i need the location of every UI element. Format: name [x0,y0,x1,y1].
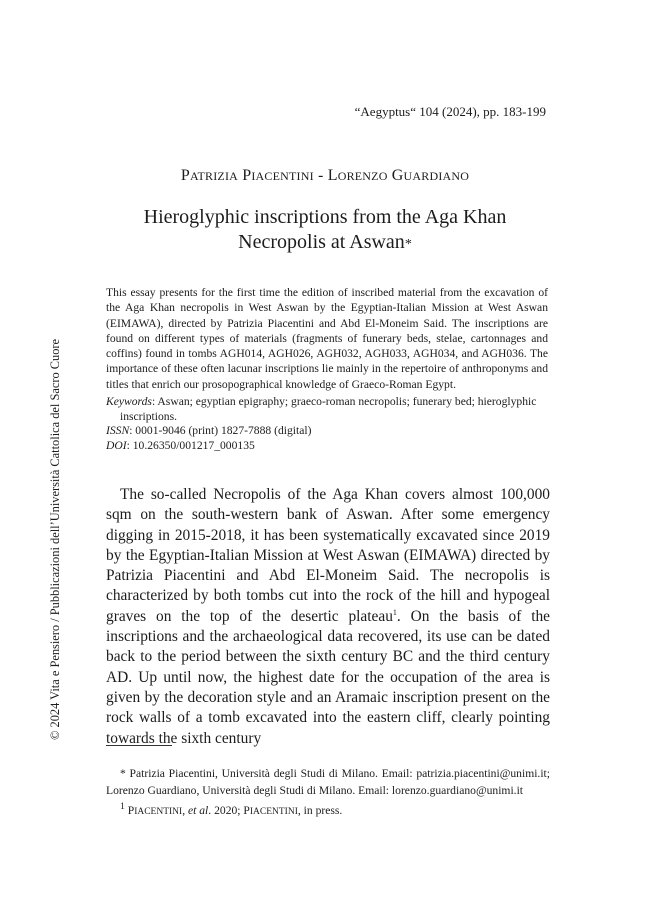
paper-title [120,205,530,257]
keywords-row [106,395,548,410]
footnote-star: * Patrizia Piacentini, Università degli Studi di Milano. Email: patrizia.piacentini@unimi.it; Lorenzo Guardiano, Università degli Studi di Milano. Email: lorenzo.guardiano@unimi.it [106,767,550,797]
fn1-part2: , [182,803,188,817]
author1-first-rest: ATRIZIA [189,169,239,183]
title-line-2-wrap [120,230,530,257]
title-line-1: Hieroglyphic inscriptions from the Aga Khan [143,206,507,228]
fn1-etal: et al [188,803,209,817]
title-footnote-marker: * [404,237,412,252]
abstract: This essay presents for the first time the edition of inscribed material from the excavation of the Aga Khan necropolis in West Aswan by the Egyptian-Italian Mission at West Aswan (EIMAWA), directed by Patrizia Piacentini and Abd El-Moneim Said. The inscriptions are found on different types of materials (fragments of funerary beds, stelae, cartonnages and coffins) found in tombs AGH014, AGH026, AGH032, AGH033, AGH034, and AGH036. The importance of these often lacunar inscriptions lie mainly in the repertoire of anthroponyms and titles that enrich our prosopographical knowledge of Graeco-Roman Egypt. [106,286,548,391]
authors-line [0,167,650,185]
issn-row [106,424,548,439]
author1-surname-initial: P [242,167,252,184]
author2-first-rest: ORENZO [337,169,388,183]
author2-first-initial: L [327,167,338,184]
footnote-1-number: 1 [120,801,125,812]
metadata-block [106,395,548,453]
doi-value: : 10.26350/001217_000135 [126,438,255,452]
footnote-ref-1[interactable]: 1 [392,607,397,617]
fn1-author1-initial: P [127,803,135,817]
doi-row [106,439,548,454]
author1-surname-rest: IACENTINI [251,169,314,183]
issn-label: ISSN [106,424,130,438]
footnote-1 [106,799,550,820]
keywords-label: Keywords [106,395,152,408]
fn1-part4: , in press. [297,803,343,817]
author2-surname-initial: G [391,167,404,184]
body-paragraph [106,485,550,749]
keywords-value: : Aswan; egyptian epigraphy; graeco-roman necropolis; funerary bed; hieroglyphic [151,395,537,408]
copyright-side-credit: © 2024 Vita e Pensiero / Pubblicazioni dell’Università Cattolica del Sacro Cuore [48,338,62,740]
keywords-continuation: inscriptions. [120,409,178,423]
body-text-part1: The so-called Necropolis of the Aga Khan covers almost 100,000 sqm on the south-western bank of Aswan. After some emergency digging in 2015-2018, it has been systematically excavated since 2019 by the Egyptian-Italian Mission at West Aswan (EIMAWA) directed by Patrizia Piacentini and Abd El-Moneim Said. The necropolis is characterized by both tombs cut into the rock of the hill and hypogeal graves on the top of the desertic plateau [106,486,550,625]
author1-first-initial: P [180,167,190,184]
issn-value: : 0001-9046 (print) 1827-7888 (digital) [129,424,312,438]
title-line-2: Necropolis at Aswan [238,231,405,253]
fn1-author1-rest: IACENTINI [134,806,183,817]
fn1-author2-initial: P [243,803,250,817]
author-separator: - [313,167,328,184]
footnotes [106,766,550,820]
body-text-part2: . On the basis of the inscriptions and the archaeological data recovered, its use can be dated back to the period between the sixth century BC and the third century AD. Up until now, the highest date for the occupation of the area is given by the decoration style and an Aramaic inscription present on the rock walls of a tomb excavated into the eastern cliff, clearly pointing towards the sixth century [106,607,550,747]
footnote-separator [106,745,172,746]
author2-surname-rest: UARDIANO [403,169,470,183]
fn1-author2-rest: IACENTINI [249,806,298,817]
doi-label: DOI [106,438,127,452]
fn1-part3: . 2020; [208,803,244,817]
journal-reference: “Aegyptus“ 104 (2024), pp. 183-199 [354,104,546,119]
